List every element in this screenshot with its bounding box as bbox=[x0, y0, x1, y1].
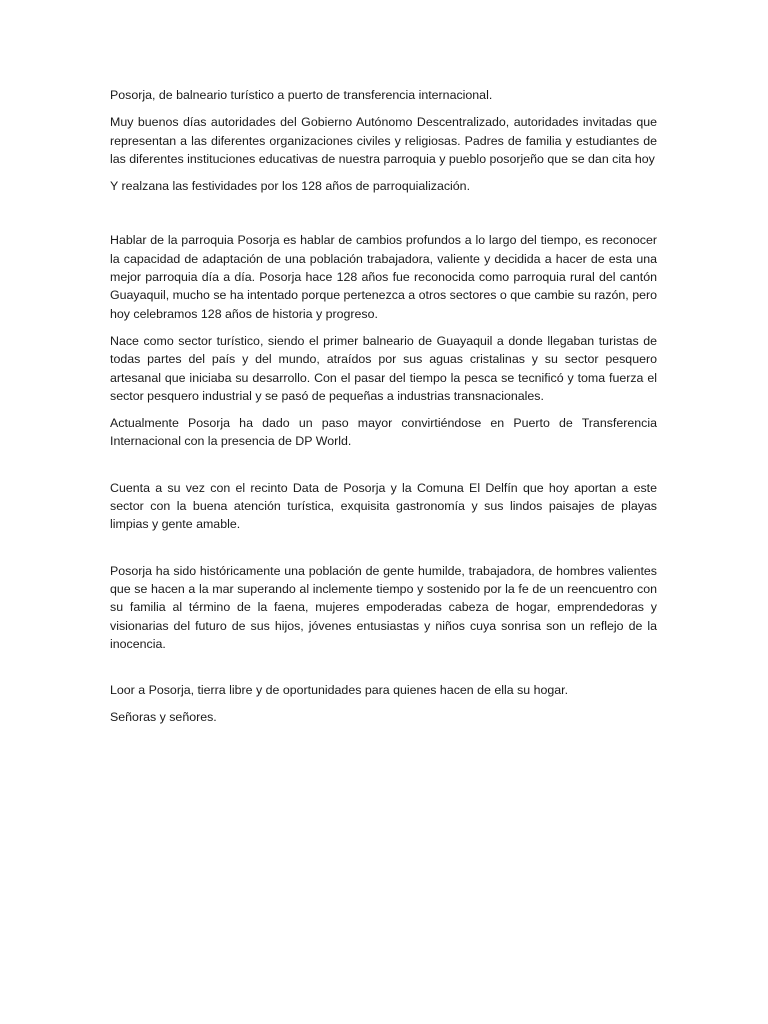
paragraph-tourism: Nace como sector turístico, siendo el primer balneario de Guayaquil a donde llegaban turistas de todas partes del país y del mundo, atraídos por sus aguas cristalinas y su sector pesquero artesanal que iniciaba su desarrollo. Con el pasar del tiempo la pesca se tecnificó y toma fuerza el sector pesquero industrial y se pasó de pequeñas a industrias transnacionales. bbox=[110, 333, 657, 403]
paragraph-closing: Señoras y señores. bbox=[110, 710, 217, 725]
spacer bbox=[110, 195, 657, 231]
spacer bbox=[110, 534, 657, 562]
document-page bbox=[110, 86, 657, 727]
paragraph-history: Hablar de la parroquia Posorja es hablar de cambios profundos a lo largo del tiempo, es reconocer la capacidad de adaptación de una población trabajadora, valiente y decidida a hacer de esta una mejor parroquia día a día. Posorja hace 128 años fue reconocida como parroquia rural del cantón Guayaquil, mucho se ha intentado porque pertenezca a otros sectores o que cambie su razón, pero hoy celebramos 128 años de historia y progreso. bbox=[110, 233, 657, 321]
paragraph-people: Posorja ha sido históricamente una población de gente humilde, trabajadora, de hombres valientes que se hacen a la mar superando al inclemente tiempo y sostenido por la fe de un reencuentro con su familia al término de la faena, mujeres empoderadas cabeza de hogar, emprendedoras y visionarias del futuro de sus hijos, jóvenes entusiastas y niños cuya sonrisa son un reflejo de la inocencia. bbox=[110, 563, 657, 651]
paragraph-communities: Cuenta a su vez con el recinto Data de Posorja y la Comuna El Delfín que hoy aportan a este sector con la buena atención turística, exquisita gastronomía y sus lindos paisajes de playas limpias y gente amable. bbox=[110, 480, 657, 532]
spacer bbox=[110, 104, 657, 113]
spacer bbox=[110, 451, 657, 479]
spacer bbox=[110, 168, 657, 177]
document-title: Posorja, de balneario turístico a puerto de transferencia internacional. bbox=[110, 88, 493, 102]
spacer bbox=[110, 699, 657, 708]
paragraph-festivities: Y realzana las festividades por los 128 años de parroquialización. bbox=[110, 179, 471, 194]
spacer bbox=[110, 405, 657, 414]
spacer bbox=[110, 323, 657, 332]
paragraph-tribute: Loor a Posorja, tierra libre y de oportunidades para quienes hacen de ella su hogar. bbox=[110, 683, 569, 698]
paragraph-port: Actualmente Posorja ha dado un paso mayor convirtiéndose en Puerto de Transferencia Internacional con la presencia de DP World. bbox=[110, 416, 657, 449]
paragraph-greeting: Muy buenos días autoridades del Gobierno Autónomo Descentralizado, autoridades invitadas que representan a las diferentes organizaciones civiles y religiosas. Padres de familia y estudiantes de las diferentes instituciones educativas de nuestra parroquia y pueblo posorjeño que se dan cita hoy bbox=[110, 115, 657, 166]
spacer bbox=[110, 653, 657, 681]
